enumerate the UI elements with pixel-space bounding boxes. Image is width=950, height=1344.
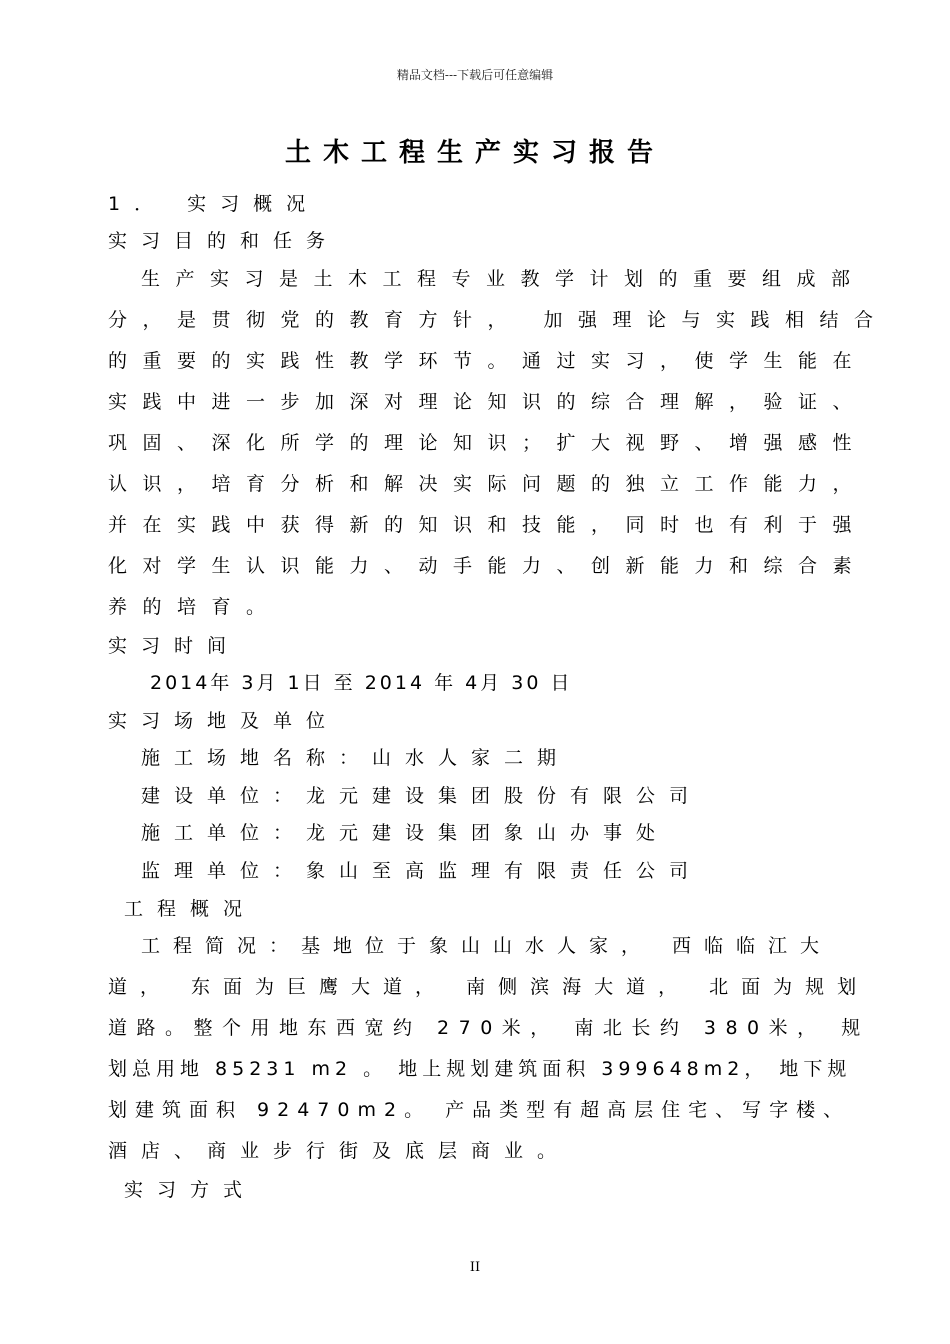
paragraph-line: 并在实践中获得新的知识和技能，同时也有利于强 xyxy=(108,514,868,536)
paragraph-line: 工程简况：基地位于象山山水人家， 西临临江大 xyxy=(141,935,833,957)
subsection-heading-time: 实习时间 xyxy=(108,635,241,657)
site-name: 施工场地名称：山水人家二期 xyxy=(141,747,571,769)
paragraph-line: 分，是贯彻党的教育方针， 加强理论与实践相结合 xyxy=(108,309,889,331)
paragraph-line: 实践中进一步加深对理论知识的综合理解，验证、 xyxy=(108,391,868,413)
subsection-heading-site: 实习场地及单位 xyxy=(108,710,340,732)
paragraph-line: 认识，培育分析和解决实际问题的独立工作能力， xyxy=(108,473,868,495)
subsection-heading-project: 工程概况 xyxy=(124,898,257,920)
internship-period: 2014年 3月 1日 至 2014 年 4月 30 日 xyxy=(150,672,573,694)
supervision-unit: 监理单位：象山至高监理有限责任公司 xyxy=(141,860,703,882)
construction-contractor: 施工单位：龙元建设集团象山办事处 xyxy=(141,822,670,844)
paragraph-line: 道路。整个用地东西宽约 270米， 南北长约 380米， 规 xyxy=(108,1017,870,1039)
paragraph-line: 划总用地 85231 m2 。 地上规划建筑面积 399648m2， 地下规 xyxy=(108,1058,852,1080)
subsection-heading-purpose: 实习目的和任务 xyxy=(108,230,340,252)
subsection-heading-method: 实习方式 xyxy=(124,1179,257,1201)
paragraph-line: 养的培育。 xyxy=(108,596,281,618)
section-heading-overview: 1． 实习概况 xyxy=(108,193,320,215)
paragraph-line: 划建筑面积 92470m2。 产品类型有超高层住宅、写字楼、 xyxy=(108,1099,851,1121)
paragraph-line: 道， 东面为巨鹰大道， 南侧滨海大道， 北面为规划 xyxy=(108,976,870,998)
paragraph-line: 酒店、商业步行街及底层商业。 xyxy=(108,1140,571,1162)
page-number: II xyxy=(469,1260,481,1275)
paragraph-line: 化对学生认识能力、动手能力、创新能力和综合素 xyxy=(108,555,868,577)
paragraph-line: 的重要的实践性教学环节。通过实习，使学生能在 xyxy=(108,350,868,372)
paragraph-line: 生产实习是土木工程专业教学计划的重要组成部 xyxy=(141,268,866,290)
document-title: 土木工程生产实习报告 xyxy=(284,138,665,168)
paragraph-line: 巩固、深化所学的理论知识；扩大视野、增强感性 xyxy=(108,432,868,454)
construction-owner: 建设单位：龙元建设集团股份有限公司 xyxy=(141,785,703,807)
page-header: 精品文档---下载后可任意编辑 xyxy=(396,68,554,82)
